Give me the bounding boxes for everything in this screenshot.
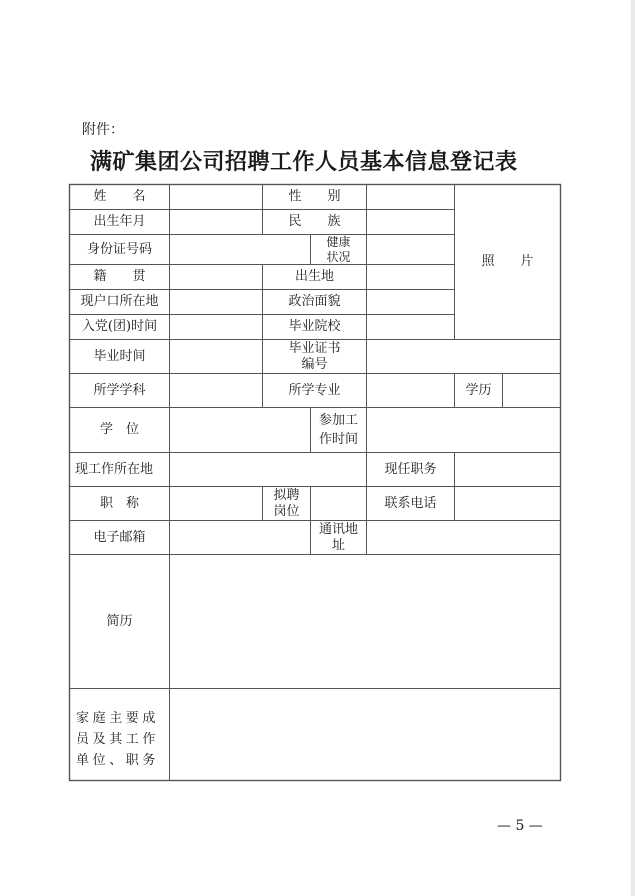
health-label-line1: 健康 (326, 235, 351, 250)
applied-post-label-line1: 拟聘 (273, 487, 300, 503)
form-title: 满矿集团公司招聘工作人员基本信息登记表 (90, 149, 518, 175)
diploma-number-label-line2: 编号 (301, 356, 328, 372)
political-status-label: 政治面貌 (288, 294, 341, 310)
party-join-time-label: 入党(团)时间 (81, 319, 158, 335)
birthplace-label: 出生地 (294, 269, 334, 285)
photo-label: 照 片 (481, 254, 534, 270)
diploma-number-label (263, 340, 366, 373)
work-start-time-label-line1: 参加工 (318, 412, 358, 428)
phone-label: 联系电话 (384, 495, 437, 511)
professional-title-label: 职 称 (99, 495, 139, 511)
major-label: 所学专业 (288, 382, 341, 398)
id-number-label: 身份证号码 (86, 241, 152, 257)
graduate-school-label: 毕业院校 (288, 319, 341, 335)
degree-label: 学 位 (99, 422, 139, 438)
ethnicity-label: 民 族 (288, 214, 341, 230)
work-start-time-label-line2: 作时间 (318, 432, 358, 447)
address-label-line1: 通讯地 (318, 521, 358, 537)
native-place-label: 籍 贯 (93, 269, 146, 285)
applied-post-label-line2: 岗位 (273, 503, 300, 519)
address-label (311, 521, 366, 554)
gender-label: 性 别 (288, 189, 341, 205)
health-label-line2: 状况 (326, 249, 351, 264)
current-employer-label: 现工作所在地 (75, 461, 154, 477)
residence-label: 现户口所在地 (80, 294, 159, 310)
discipline-label: 所学学科 (93, 382, 146, 398)
name-label: 姓 名 (93, 189, 146, 205)
work-start-time-label (311, 408, 366, 452)
resume-label: 简历 (106, 613, 133, 629)
graduation-time-label: 毕业时间 (93, 348, 146, 364)
address-label-line2: 址 (331, 537, 345, 553)
applied-post-label (263, 487, 310, 520)
birth-date-label: 出生年月 (93, 214, 146, 230)
health-label (311, 235, 366, 264)
family-members-label: 家庭主要成员及其工作单位、职务 (76, 711, 160, 768)
education-label: 学历 (465, 382, 492, 398)
diploma-number-label-line1: 毕业证书 (288, 340, 341, 356)
attachment-label: 附件： (82, 122, 124, 138)
email-label: 电子邮箱 (93, 529, 146, 545)
current-position-label: 现任职务 (384, 461, 437, 477)
page-number: — 5 — (497, 818, 543, 834)
